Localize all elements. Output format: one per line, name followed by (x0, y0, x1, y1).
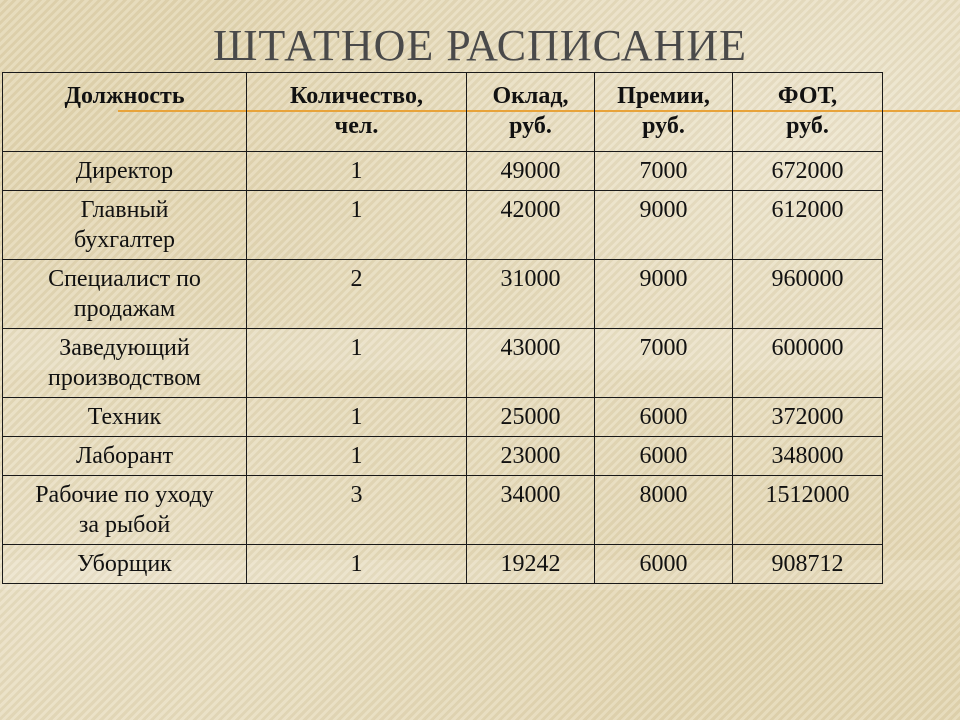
cell-payroll (733, 329, 883, 398)
cell-payroll (733, 191, 883, 260)
table-row (3, 398, 883, 437)
cell-bonus (595, 398, 733, 437)
cell-payroll (733, 260, 883, 329)
cell-position (3, 545, 247, 584)
cell-bonus (595, 152, 733, 191)
cell-line: 908712 (771, 551, 844, 577)
header-position (3, 73, 247, 152)
cell-line: 1512000 (765, 482, 850, 508)
cell-line: 3 (350, 482, 363, 508)
header-line: Оклад, (492, 83, 569, 109)
table-row (3, 437, 883, 476)
cell-position (3, 260, 247, 329)
header-line: руб. (509, 113, 552, 139)
cell-bonus (595, 191, 733, 260)
cell-salary (467, 260, 595, 329)
table-row (3, 191, 883, 260)
header-bonus (595, 73, 733, 152)
cell-line: Специалист по (48, 266, 201, 292)
cell-line: Директор (75, 158, 174, 184)
header-salary (467, 73, 595, 152)
cell-payroll (733, 545, 883, 584)
cell-line: 43000 (500, 335, 561, 361)
cell-payroll (733, 152, 883, 191)
cell-line: 6000 (639, 551, 688, 577)
cell-position (3, 329, 247, 398)
cell-line: 8000 (639, 482, 688, 508)
cell-position (3, 191, 247, 260)
cell-line: 1 (350, 158, 363, 184)
cell-line: 1 (350, 335, 363, 361)
cell-line: 960000 (771, 266, 844, 292)
cell-line: 31000 (500, 266, 561, 292)
cell-count (247, 476, 467, 545)
cell-position (3, 476, 247, 545)
cell-line: 600000 (771, 335, 844, 361)
header-line: ФОТ, (777, 83, 838, 109)
cell-line: 25000 (500, 404, 561, 430)
header-payroll (733, 73, 883, 152)
cell-salary (467, 437, 595, 476)
cell-line: Главный (80, 197, 169, 223)
cell-payroll (733, 437, 883, 476)
cell-bonus (595, 260, 733, 329)
header-count (247, 73, 467, 152)
cell-bonus (595, 545, 733, 584)
header-line: Должность (64, 83, 185, 109)
cell-line: Уборщик (77, 551, 172, 577)
cell-bonus (595, 437, 733, 476)
cell-count (247, 398, 467, 437)
cell-payroll (733, 398, 883, 437)
cell-line: 6000 (639, 443, 688, 469)
table-row (3, 152, 883, 191)
cell-line: 348000 (771, 443, 844, 469)
cell-count (247, 191, 467, 260)
header-line: Количество, (290, 83, 423, 109)
cell-line: 7000 (639, 158, 688, 184)
cell-line: 19242 (500, 551, 561, 577)
cell-line: 1 (350, 197, 363, 223)
cell-line: бухгалтер (73, 227, 176, 253)
table-header-row (3, 73, 883, 152)
cell-count (247, 437, 467, 476)
header-line: руб. (786, 113, 829, 139)
cell-line: Рабочие по уходу (35, 482, 214, 508)
table-row (3, 260, 883, 329)
cell-line: 672000 (771, 158, 844, 184)
cell-position (3, 398, 247, 437)
cell-line: Заведующий (59, 335, 190, 361)
cell-count (247, 545, 467, 584)
cell-salary (467, 152, 595, 191)
cell-line: 2 (350, 266, 363, 292)
cell-line: 42000 (500, 197, 561, 223)
cell-line: 23000 (500, 443, 561, 469)
cell-count (247, 260, 467, 329)
table-row (3, 545, 883, 584)
cell-line: 1 (350, 404, 363, 430)
cell-line: 1 (350, 551, 363, 577)
cell-position (3, 437, 247, 476)
header-line: Премии, (617, 83, 710, 109)
cell-salary (467, 545, 595, 584)
cell-count (247, 329, 467, 398)
cell-line: Лаборант (75, 443, 174, 469)
cell-position (3, 152, 247, 191)
cell-bonus (595, 476, 733, 545)
cell-line: 9000 (639, 266, 688, 292)
staff-table (2, 72, 883, 584)
cell-line: 6000 (639, 404, 688, 430)
cell-line: 7000 (639, 335, 688, 361)
cell-line: производством (48, 365, 201, 391)
cell-line: 1 (350, 443, 363, 469)
cell-count (247, 152, 467, 191)
cell-line: 612000 (771, 197, 844, 223)
table-row (3, 329, 883, 398)
cell-line: 49000 (500, 158, 561, 184)
header-line: чел. (334, 113, 379, 139)
cell-line: продажам (73, 296, 176, 322)
cell-salary (467, 398, 595, 437)
cell-line: 372000 (771, 404, 844, 430)
cell-salary (467, 329, 595, 398)
cell-salary (467, 476, 595, 545)
cell-bonus (595, 329, 733, 398)
page-title: ШТАТНОЕ РАСПИСАНИЕ (213, 21, 747, 70)
cell-salary (467, 191, 595, 260)
table-row (3, 476, 883, 545)
cell-line: за рыбой (78, 512, 171, 538)
cell-line: 34000 (500, 482, 561, 508)
cell-payroll (733, 476, 883, 545)
header-line: руб. (642, 113, 685, 139)
cell-line: Техник (87, 404, 162, 430)
cell-line: 9000 (639, 197, 688, 223)
